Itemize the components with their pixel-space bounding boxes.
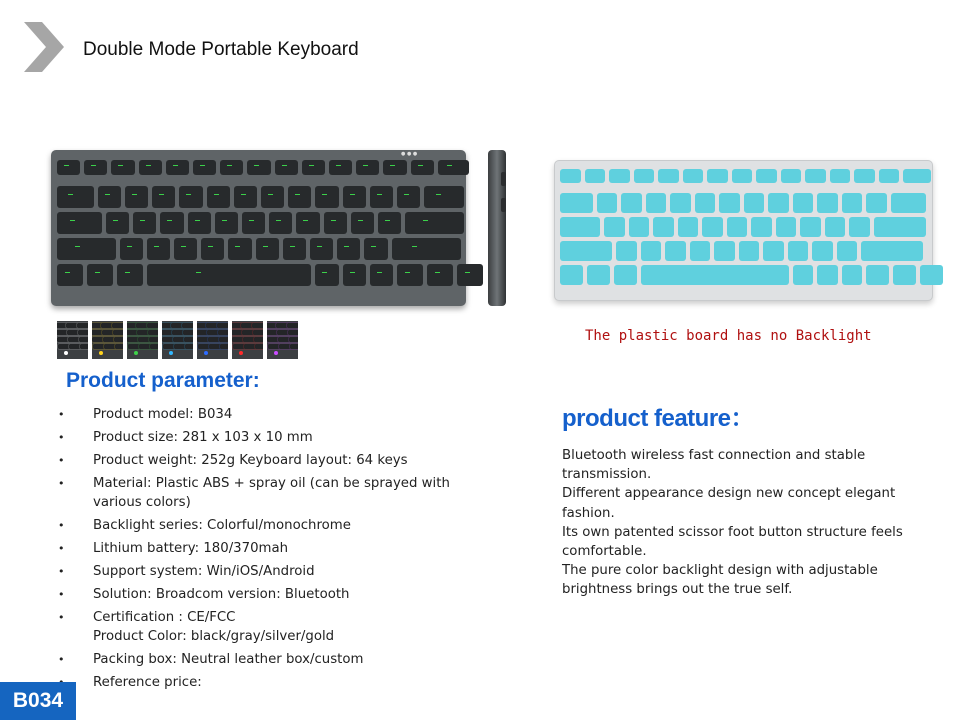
keyboard-key	[621, 193, 642, 213]
keyboard-key	[560, 217, 600, 237]
keyboard-key	[683, 169, 704, 183]
keyboard-key	[269, 212, 292, 234]
keyboard-key	[891, 193, 926, 213]
keyboard-key	[411, 160, 434, 175]
keyboard-key	[732, 169, 753, 183]
parameter-item: • Lithium battery: 180/370mah	[58, 541, 289, 556]
keyboard-key	[609, 169, 630, 183]
keyboard-key	[283, 238, 306, 260]
keyboard-key	[719, 193, 740, 213]
keyboard-key	[854, 169, 875, 183]
keyboard-key	[837, 241, 858, 261]
keyboard-key	[188, 212, 211, 234]
keyboard-key	[776, 217, 797, 237]
keyboard-key	[256, 238, 279, 260]
keyboard-key	[383, 160, 406, 175]
keyboard-key	[228, 238, 251, 260]
keyboard-key	[560, 241, 612, 261]
keyboard-key	[139, 160, 162, 175]
keyboard-key	[133, 212, 156, 234]
keyboard-key	[351, 212, 374, 234]
keyboard-key	[329, 160, 352, 175]
keyboard-key	[166, 160, 189, 175]
keyboard-key	[817, 193, 838, 213]
keyboard-key	[207, 186, 230, 208]
keyboard-key	[147, 264, 312, 286]
keyboard-key	[397, 264, 423, 286]
no-backlight-caption: The plastic board has no Backlight	[585, 328, 872, 344]
keyboard-key	[147, 238, 170, 260]
keyboard-key	[874, 217, 926, 237]
keyboard-key	[324, 212, 347, 234]
keyboard-key	[560, 193, 593, 213]
keyboard-key	[812, 241, 833, 261]
keyboard-key	[658, 169, 679, 183]
backlight-swatch	[92, 321, 123, 359]
keyboard-side-view-image	[488, 150, 506, 306]
parameter-list	[58, 405, 458, 696]
keyboard-key	[201, 238, 224, 260]
keyboard-key	[57, 264, 83, 286]
indicator-lights-icon: ● ● ●	[401, 151, 418, 157]
model-badge: B034	[0, 682, 76, 720]
features-heading: product feature：	[562, 405, 755, 432]
keyboard-key	[702, 217, 723, 237]
keyboard-key	[560, 169, 581, 183]
backlight-swatch	[127, 321, 158, 359]
light-keyboard-image	[554, 160, 933, 301]
keyboard-key	[756, 169, 777, 183]
keyboard-key	[111, 160, 134, 175]
keyboard-key	[560, 265, 583, 285]
keyboard-key	[695, 193, 716, 213]
keyboard-key	[641, 241, 662, 261]
keyboard-key	[315, 264, 338, 286]
keyboard-key	[616, 241, 637, 261]
parameter-item: • Product weight: 252g Keyboard layout: 64 keys	[58, 453, 408, 468]
keyboard-key	[805, 169, 826, 183]
keyboard-key	[457, 264, 483, 286]
keyboard-key	[690, 241, 711, 261]
keyboard-key	[315, 186, 338, 208]
keyboard-key	[768, 193, 789, 213]
keyboard-key	[125, 186, 148, 208]
keyboard-key	[120, 238, 143, 260]
keyboard-key	[597, 193, 618, 213]
backlight-swatch	[57, 321, 88, 359]
keyboard-key	[634, 169, 655, 183]
keyboard-key	[57, 238, 116, 260]
keyboard-key	[57, 186, 94, 208]
backlight-swatch	[162, 321, 193, 359]
chevron-right-icon	[24, 22, 64, 72]
keyboard-key	[220, 160, 243, 175]
backlight-swatch	[197, 321, 228, 359]
keyboard-key	[87, 264, 113, 286]
keyboard-key	[629, 217, 650, 237]
keyboard-key	[84, 160, 107, 175]
feature-line: Bluetooth wireless fast connection and stable transmission.	[562, 448, 866, 483]
keyboard-key	[866, 193, 887, 213]
feature-line: The pure color backlight design with adjustable brightness brings out the true self.	[562, 563, 878, 598]
keyboard-key	[604, 217, 625, 237]
parameter-item: • Product model: B034	[58, 407, 233, 422]
keyboard-key	[678, 217, 699, 237]
keyboard-key	[427, 264, 453, 286]
keyboard-key	[842, 193, 863, 213]
keyboard-key	[370, 186, 393, 208]
keyboard-key	[861, 241, 923, 261]
keyboard-key	[343, 264, 366, 286]
parameter-item: Reference price:	[93, 675, 202, 690]
keyboard-key	[234, 186, 257, 208]
keyboard-key	[793, 193, 814, 213]
keyboard-key	[392, 238, 461, 260]
keyboard-key	[707, 169, 728, 183]
keyboard-key	[800, 217, 821, 237]
keyboard-key	[866, 265, 889, 285]
keyboard-key	[242, 212, 265, 234]
keyboard-key	[879, 169, 900, 183]
keyboard-key	[614, 265, 637, 285]
keyboard-key	[670, 193, 691, 213]
keyboard-key	[920, 265, 943, 285]
keyboard-key	[397, 186, 420, 208]
keyboard-key	[160, 212, 183, 234]
keyboard-key	[817, 265, 838, 285]
keyboard-key	[261, 186, 284, 208]
parameter-item: • Support system: Win/iOS/Android	[58, 564, 315, 579]
keyboard-key	[106, 212, 129, 234]
page-title: Double Mode Portable Keyboard	[83, 39, 359, 60]
keyboard-key	[247, 160, 270, 175]
keyboard-key	[781, 169, 802, 183]
parameter-item: • Material: Plastic ABS + spray oil (can be sprayed with various colors)	[58, 476, 450, 510]
parameter-item: • Solution: Broadcom version: Bluetooth	[58, 587, 350, 602]
keyboard-key	[356, 160, 379, 175]
keyboard-key	[193, 160, 216, 175]
keyboard-key	[830, 169, 851, 183]
keyboard-key	[727, 217, 748, 237]
keyboard-key	[117, 264, 143, 286]
feature-line: Different appearance design new concept elegant fashion.	[562, 486, 896, 521]
keyboard-key	[174, 238, 197, 260]
keyboard-key	[215, 212, 238, 234]
keyboard-key	[587, 265, 610, 285]
keyboard-key	[179, 186, 202, 208]
feature-line: Its own patented scissor foot button structure feels comfortable.	[562, 524, 903, 560]
parameter-item: • Backlight series: Colorful/monochrome	[58, 518, 351, 533]
keyboard-key	[98, 186, 121, 208]
parameter-item: • Packing box: Neutral leather box/custom	[58, 652, 364, 667]
keyboard-key	[378, 212, 401, 234]
feature-list	[562, 446, 907, 600]
keyboard-key	[739, 241, 760, 261]
backlight-swatch	[232, 321, 263, 359]
keyboard-key	[842, 265, 863, 285]
keyboard-key	[343, 186, 366, 208]
keyboard-key	[310, 238, 333, 260]
keyboard-key	[585, 169, 606, 183]
keyboard-key	[893, 265, 916, 285]
parameters-heading: Product parameter:	[66, 369, 260, 392]
keyboard-key	[405, 212, 464, 234]
keyboard-key	[665, 241, 686, 261]
keyboard-key	[849, 217, 870, 237]
backlight-swatch	[267, 321, 298, 359]
keyboard-key	[364, 238, 387, 260]
black-keyboard-image	[51, 150, 466, 306]
keyboard-key	[641, 265, 789, 285]
keyboard-key	[275, 160, 298, 175]
keyboard-key	[793, 265, 814, 285]
keyboard-key	[653, 217, 674, 237]
keyboard-key	[788, 241, 809, 261]
keyboard-key	[288, 186, 311, 208]
keyboard-key	[152, 186, 175, 208]
keyboard-key	[751, 217, 772, 237]
keyboard-key	[714, 241, 735, 261]
keyboard-key	[337, 238, 360, 260]
keyboard-key	[825, 217, 846, 237]
keyboard-key	[302, 160, 325, 175]
keyboard-key	[296, 212, 319, 234]
keyboard-key	[763, 241, 784, 261]
keyboard-key	[646, 193, 667, 213]
parameter-item: • Product size: 281 x 103 x 10 mm	[58, 430, 313, 445]
keyboard-key	[903, 169, 931, 183]
parameter-item: • Certification : CE/FCC Product Color: black/gray/silver/gold	[58, 610, 335, 644]
keyboard-key	[744, 193, 765, 213]
keyboard-key	[57, 212, 102, 234]
keyboard-key	[424, 186, 464, 208]
keyboard-key	[57, 160, 80, 175]
keyboard-key	[438, 160, 469, 175]
keyboard-key	[370, 264, 393, 286]
